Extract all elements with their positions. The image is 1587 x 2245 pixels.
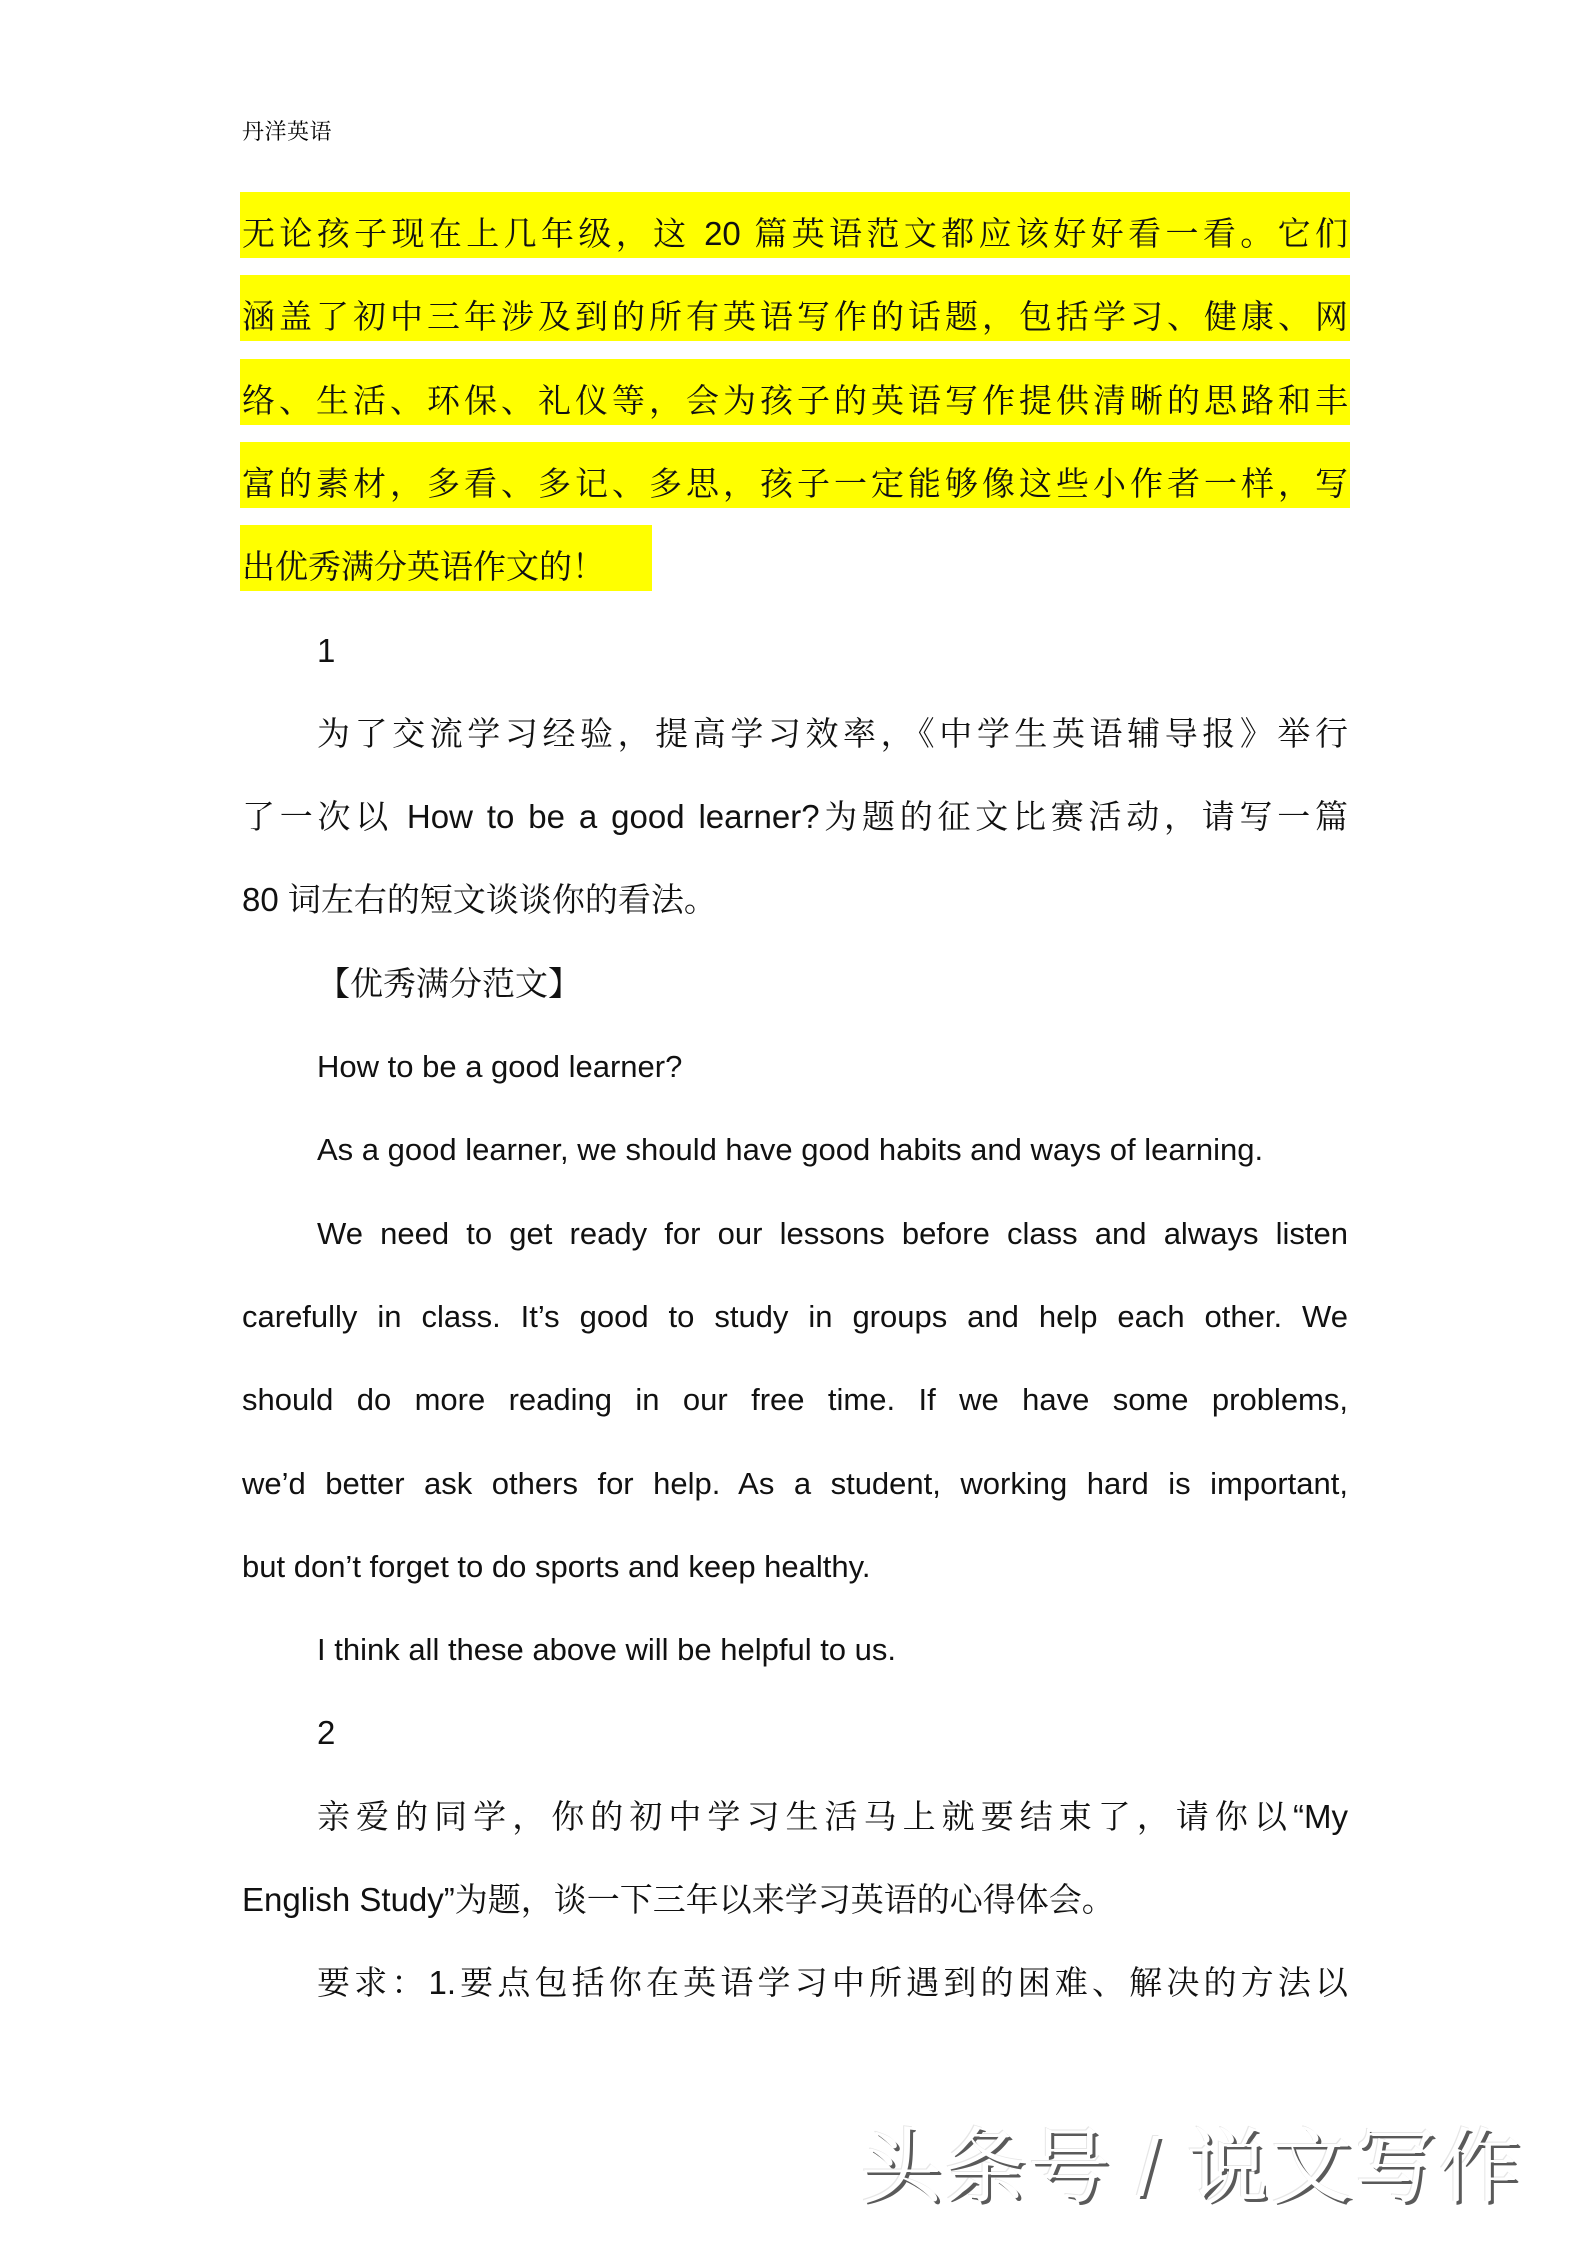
prompt-text: English Study”为题，谈一下三年以来学习英语的心得体会。 [242,1881,1115,1918]
running-header: 丹洋英语 [242,119,333,144]
section-1-essay-line-6 [242,1525,1348,1608]
intro-line-2 [242,275,1348,358]
sample-essay-label: 【优秀满分范文】 [317,964,581,1002]
intro-line-3 [242,359,1348,442]
section-2-prompt-line-3 [242,1941,1348,2024]
section-1-essay-line-4 [242,1358,1348,1441]
essay-text: but don’t forget to do sports and keep healthy. [242,1548,871,1584]
intro-line-text: 出优秀满分英语作文的！ [242,548,605,586]
prompt-text: 了一次以 How to be a good learner?为题的征文比赛活动，请写一篇 [242,798,1348,836]
essay-text: should do more reading in our free time. If we have some problems, [242,1382,1348,1418]
essay-text: As a good learner, we should have good habits and ways of learning. [317,1132,1264,1168]
prompt-text: 80 词左右的短文谈谈你的看法。 [242,881,717,919]
prompt-text: 为了交流学习经验，提高学习效率，《中学生英语辅导报》举行 [317,714,1348,752]
section-1-essay-line-5 [242,1442,1348,1525]
section-1-essay-line-1 [242,1108,1348,1191]
intro-line-4 [242,442,1348,525]
intro-line-1 [242,192,1348,275]
intro-line-text: 无论孩子现在上几年级，这 20 篇英语范文都应该好好看一看。它们 [242,215,1348,252]
prompt-text: 要求：1.要点包括你在英语学习中所遇到的困难、解决的方法以 [317,1964,1348,2002]
section-number: 1 [317,631,336,669]
section-1-essay-line-2 [242,1192,1348,1275]
intro-line-text: 络、生活、环保、礼仪等，会为孩子的英语写作提供清晰的思路和丰 [242,381,1348,419]
section-2-prompt-line-2 [242,1858,1348,1941]
watermark: 头条号 / 说文写作 [860,2122,1523,2213]
section-1-sample-label [242,942,1348,1025]
intro-line-text: 涵盖了初中三年涉及到的所有英语写作的话题，包括学习、健康、网 [242,298,1348,336]
essay-text: carefully in class. It’s good to study in groups and help each other. We [242,1298,1348,1334]
essay-text: We need to get ready for our lessons before class and always listen [317,1215,1348,1251]
section-2-number [242,1691,1348,1774]
essay-text: we’d better ask others for help. As a student, working hard is important, [242,1465,1348,1501]
section-1-prompt-line-3 [242,858,1348,941]
essay-title: How to be a good learner? [317,1049,683,1084]
section-1-essay-title [242,1025,1348,1108]
essay-text: I think all these above will be helpful to us. [317,1632,897,1668]
section-2-prompt-line-1 [242,1775,1348,1858]
section-1-essay-line-3 [242,1275,1348,1358]
prompt-text: 亲爱的同学，你的初中学习生活马上就要结束了，请你以“My [317,1797,1348,1835]
section-number: 2 [317,1714,336,1752]
section-1-prompt-line-1 [242,692,1348,775]
section-1-essay-line-7 [242,1608,1348,1691]
intro-line-text: 富的素材，多看、多记、多思，孩子一定能够像这些小作者一样，写 [242,464,1348,502]
section-1-prompt-line-2 [242,775,1348,858]
section-1-number [242,609,1348,692]
intro-line-5 [242,525,1348,608]
